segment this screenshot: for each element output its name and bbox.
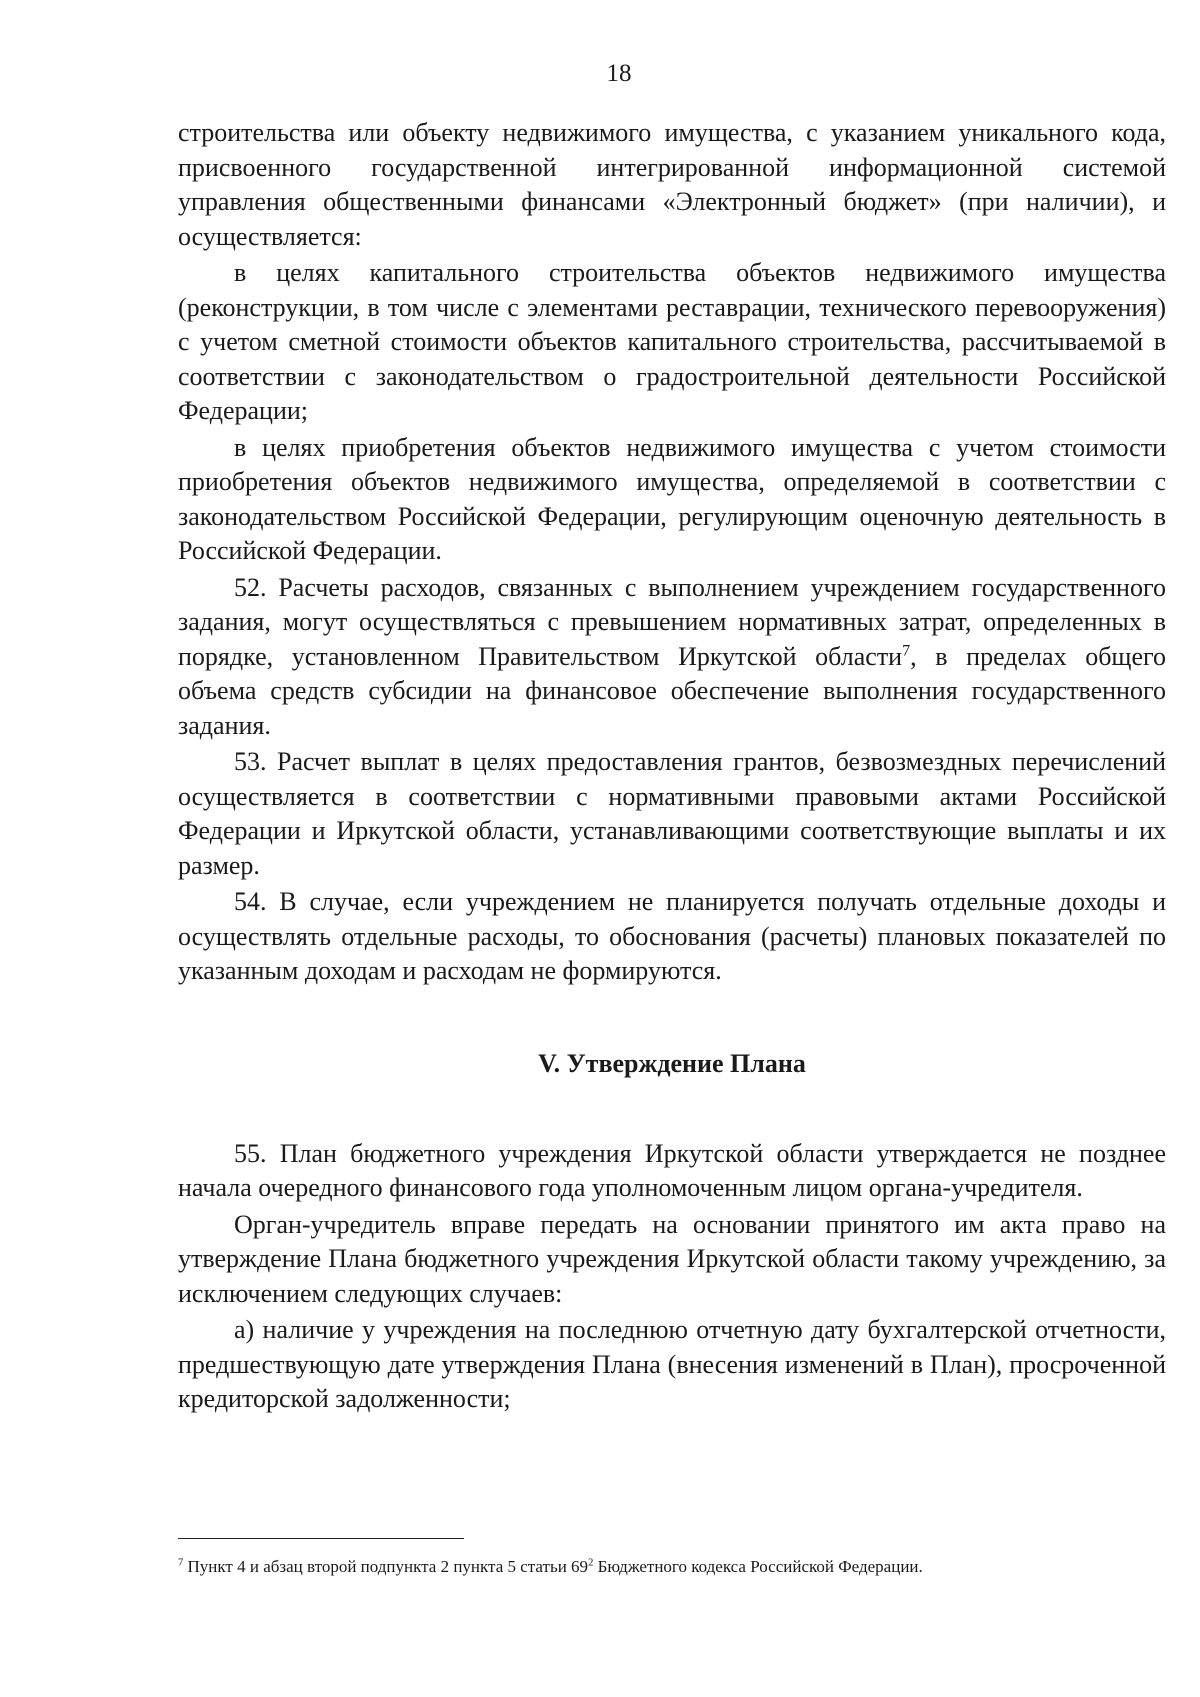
footnote-divider xyxy=(178,1538,464,1539)
paragraph-delegation: Орган-учредитель вправе передать на основании принятого им акта право на утверждение Плана бюджетного учреждения Иркутской области такому учреждению, за исключением следующих случаев: xyxy=(178,1209,1166,1308)
paragraph-52-text-1: 52. Расчеты расходов, связанных с выполнением учреждением государственного задания, могут осуществляться с превышением нормативных затрат, определенных в порядке, установленном Правительством Иркутской области xyxy=(178,572,1166,671)
paragraph-52 xyxy=(178,571,1166,744)
paragraph-capital-construction: в целях капитального строительства объектов недвижимого имущества (реконструкции, в том числе с элементами реставрации, технического перевооружения) с учетом сметной стоимости объектов капитального строительства, рассчитываемой в соответствии с законодательством о градостроительной деятельности Российской Федерации; xyxy=(178,258,1166,425)
footnote-text-1: Пункт 4 и абзац второй подпункта 2 пункта 5 статьи 69 xyxy=(183,1557,589,1576)
footnote xyxy=(178,1556,1168,1578)
page-number: 18 xyxy=(606,60,632,87)
footnote-text-2: Бюджетного кодекса Российской Федерации. xyxy=(593,1557,923,1576)
paragraph-55: 55. План бюджетного учреждения Иркутской области утверждается не позднее начала очередного финансового года уполномоченным лицом органа-учредителя. xyxy=(178,1138,1166,1202)
footnote-reference[interactable]: 7 xyxy=(902,641,911,659)
footnote-number: 7 xyxy=(178,1557,184,1569)
paragraph-53: 53. Расчет выплат в целях предоставления грантов, безвозмездных перечислений осуществляется в соответствии с нормативными правовыми актами Российской Федерации и Иркутской области, устанавливающими соответствующие выплаты и их размер. xyxy=(178,747,1166,880)
paragraph-item-a: а) наличие у учреждения на последнюю отчетную дату бухгалтерской отчетности, предшествующую дате утверждения Плана (внесения изменений в План), просроченной кредиторской задолженности; xyxy=(178,1315,1166,1413)
footnote-superscript: 2 xyxy=(588,1557,594,1569)
document-body xyxy=(178,116,1166,1419)
paragraph-52-text-2: , в пределах общего объема средств субсидии на финансовое обеспечение выполнения государственного задания. xyxy=(178,641,1166,740)
section-heading: V. Утверждение Плана xyxy=(538,1048,806,1078)
paragraph-acquisition: в целях приобретения объектов недвижимого имущества с учетом стоимости приобретения объектов недвижимого имущества, определяемой в соответствии с законодательством Российской Федерации, регулирующим оценочную деятельность в Российской Федерации. xyxy=(178,432,1166,565)
paragraph-54: 54. В случае, если учреждением не планируется получать отдельные доходы и осуществлять отдельные расходы, то обоснования (расчеты) плановых показателей по указанным доходам и расходам не формируются. xyxy=(178,887,1166,985)
paragraph-continuation: строительства или объекту недвижимого имущества, с указанием уникального кода, присвоенного государственной интегрированной информационной системой управления общественными финансами «Электронный бюджет» (при наличии), и осуществляется: xyxy=(178,118,1166,251)
